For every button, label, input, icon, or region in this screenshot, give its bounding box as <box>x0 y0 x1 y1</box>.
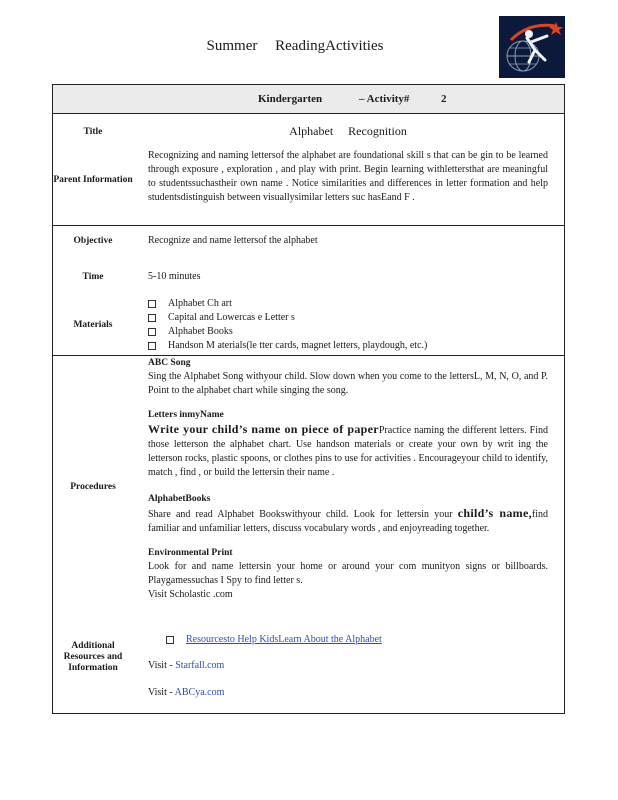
checkbox-bullet-icon <box>148 342 156 350</box>
alphabet-books-text-continued: find familiar and unfamiliar letters, discuss vocabulary words , and enjoyreading together. <box>148 509 549 534</box>
list-item: Alphabet Ch art <box>148 297 548 311</box>
checkbox-bullet-icon <box>148 300 156 308</box>
abc-song-heading: ABC Song <box>148 358 191 368</box>
abc-song-text: Sing the Alphabet Song withyour child. Slow down when you come to the lettersL, M, N, O, and P. Point to the alphabet chart while singing the song. <box>148 371 548 396</box>
list-item: Capital and Lowercas e Letter s <box>148 311 548 325</box>
list-item: Handson M aterials(le tter cards, magnet letters, playdough, etc.) <box>148 339 548 353</box>
visit-starfall: Visit - Starfall.com <box>148 660 225 671</box>
title-label: Title <box>83 127 103 137</box>
page-title: Summer ReadingActivities <box>206 38 384 54</box>
letters-in-name-heading: Letters inmyName <box>148 410 224 420</box>
time-label: Time <box>82 272 104 282</box>
list-item: Alphabet Books <box>148 325 548 339</box>
procedures-text <box>148 356 548 602</box>
abcya-link[interactable]: ABCya.com <box>174 687 225 698</box>
parent-information-label: Parent Information <box>53 175 133 185</box>
reader-logo-icon <box>499 16 565 78</box>
additional-resources-label: Additional Resources and Information <box>63 641 123 673</box>
activity-title: Alphabet Recognition <box>289 124 407 138</box>
resources-link[interactable]: Resourcesto Help KidsLearn About the Alphabet <box>186 634 382 645</box>
environmental-print-heading: Environmental Print <box>148 548 233 558</box>
alphabet-books-text: Share and read Alphabet Bookswithyour child. Look for lettersin your <box>148 509 453 520</box>
activity-table <box>52 84 565 714</box>
time-text: 5-10 minutes <box>148 271 201 282</box>
alphabet-books-emphasis: child’s name, <box>457 506 532 520</box>
objective-text: Recognize and name lettersof the alphabet <box>148 235 318 246</box>
resources-link-item <box>166 633 546 647</box>
materials-list <box>148 297 548 353</box>
letters-in-name-emphasis: Write your child’s name on piece of paper <box>148 422 379 436</box>
objective-label: Objective <box>73 236 113 246</box>
procedures-label: Procedures <box>70 482 116 492</box>
letters-in-name-text: Practice naming the different letters. Find those letterson the alphabet chart. Use handson materials or create your own by writ ing the letterson rocks, plastic spoons, or clothes pins to use for activities . Encourageyour child to identify, match , find , or build the lettersin their name . <box>148 425 548 478</box>
grade-banner <box>53 85 564 114</box>
logo <box>499 16 565 78</box>
alphabet-books-heading: AlphabetBooks <box>148 494 211 504</box>
section-divider <box>53 225 564 226</box>
visit-abcya: Visit - ABCya.com <box>148 687 225 698</box>
starfall-link[interactable]: Starfall.com <box>175 660 225 671</box>
environmental-print-text: Look for and name lettersin your home or around your com munityon signs or billboards. Playgamessuchas I Spy to find letter s. <box>148 561 548 586</box>
checkbox-bullet-icon <box>166 636 174 644</box>
visit-scholastic-text: Visit Scholastic .com <box>148 589 233 600</box>
parent-information-text: Recognizing and naming lettersof the alphabet are foundational skill s that can be gin to be learned through exposure , exploration , and play with print. Begin learning withlettersthat are meaningful to studentssuchastheir own name . Notice similarities and differences in letter formation and help studentsdistinguish between visuallysimilar letters suc hasEand F . <box>148 150 548 203</box>
grade-label: Kindergarten <box>258 93 323 105</box>
checkbox-bullet-icon <box>148 314 156 322</box>
materials-label: Materials <box>73 320 113 330</box>
activity-label: – Activity# <box>359 93 410 105</box>
activity-number: 2 <box>441 93 447 105</box>
checkbox-bullet-icon <box>148 328 156 336</box>
